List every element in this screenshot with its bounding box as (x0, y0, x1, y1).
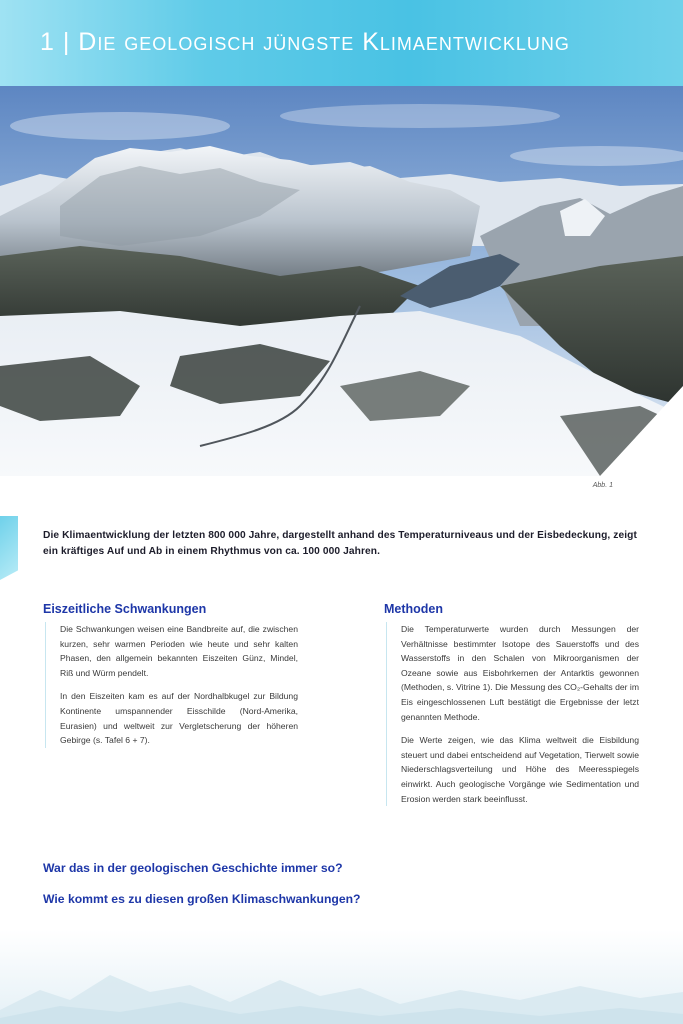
mountain-watermark-image (0, 930, 683, 1024)
side-accent-tab (0, 516, 18, 580)
figure-caption: Abb. 1 (592, 482, 613, 489)
left-paragraph: In den Eiszeiten kam es auf der Nordhalbkugel zur Bildung Kontinente umspannender Eisschilde (Nord-Amerika, Eurasien) und weltweit zur Vergletscherung der höheren Gebirge (s. Tafel 6 + 7). (60, 691, 298, 746)
question-2: Wie kommt es zu diesen großen Klimaschwankungen? (43, 892, 361, 906)
right-paragraph: Die Werte zeigen, wie das Klima weltweit die Eisbildung steuert und dabei entscheidend auf Vegetation, Tierwelt sowie Niederschlagsverteilung und Höhe des Meeresspiegels einwirkt. Auch geologische Vorgänge wie Sedimentation und Erosion werden stark beeinflusst. (401, 735, 639, 804)
winter-valley-image (0, 86, 683, 476)
bottom-mountain-watermark (0, 930, 683, 1024)
intro-text: Die Klimaentwicklung der letzten 800 000 Jahre, dargestellt anhand des Temperaturniveaus und der Eisbedeckung, zeigt ein kräftiges Auf und Ab in einem Rhythmus von ca. 100 000 Jahren. (43, 530, 637, 557)
right-column-body (386, 622, 639, 806)
right-column (384, 602, 639, 815)
question-1: War das in der geologischen Geschichte immer so? (43, 861, 343, 875)
landscape-photo (0, 86, 683, 476)
left-column-heading: Eiszeitliche Schwankungen (43, 602, 207, 616)
left-column (43, 602, 298, 757)
page-title: 1 | Die geologisch jüngste Klimaentwicklung (40, 28, 570, 56)
header-banner (0, 0, 683, 86)
right-column-heading: Methoden (384, 602, 444, 616)
left-paragraph: Die Schwankungen weisen eine Bandbreite auf, die zwischen kurzen, sehr warmen Perioden wie heute und sehr kalten Phasen, den allgemein bekannten Eiszeiten Günz, Mindel, Riß und Würm pendelt. (60, 624, 298, 678)
left-column-body (45, 622, 298, 748)
right-paragraph: Die Temperaturwerte wurden durch Messungen der Verhältnisse bestimmter Isotope des Sauerstoffs und des Wasserstoffs in den Schalen von Mikroorganismen der Ozeane sowie aus Eisbohrkernen der Antarktis gewonnen (Methoden, s. Vitrine 1). Die Messung des CO₂-Gehalts der im Eis eingeschlossenen Luft bestätigt die Ergebnisse der letzt genannten Methode. (401, 624, 639, 722)
